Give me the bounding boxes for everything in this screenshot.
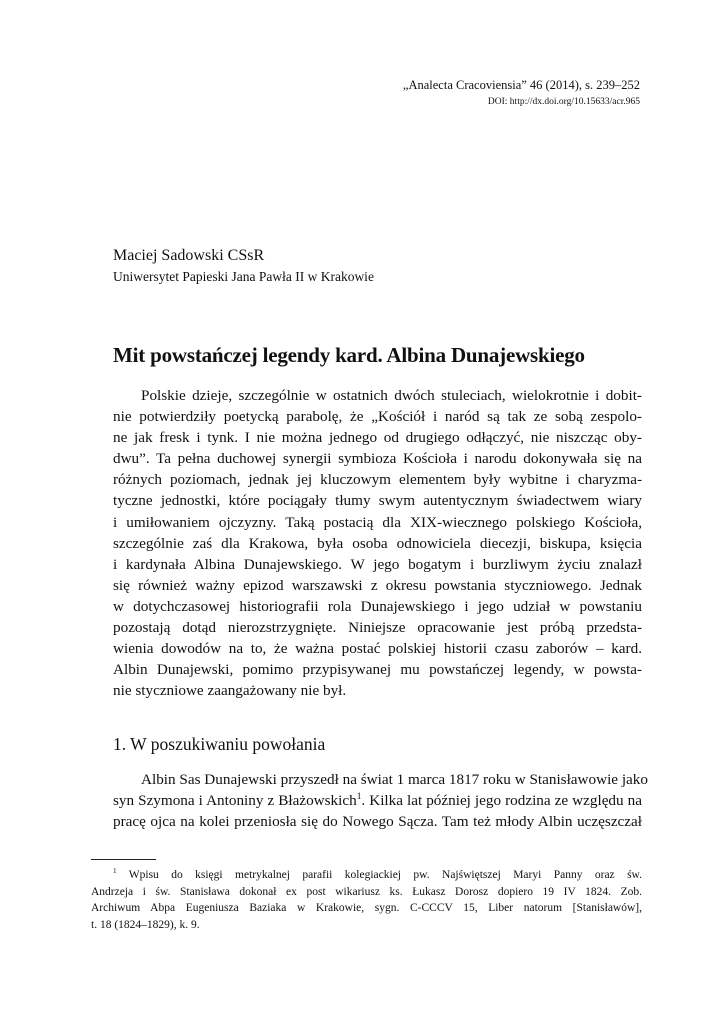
abstract-line: i umiłowaniem ojczyzny. Taką postacią dla XIX-wiecznego polskiego Kościoła,: [113, 513, 642, 531]
abstract-line: ne jak fresk i tynk. I nie można jednego od drugiego odłączyć, nie niszcząc oby-: [113, 429, 642, 447]
abstract-line: Albin Dunajewski, pomimo przypisywanej mu powstańczej legendy, w powsta-: [113, 661, 642, 679]
intro-line: pracę ojca na kolei przeniosła się do Nowego Sącza. Tam też młody Albin uczęszczał: [113, 813, 642, 831]
intro-paragraph: [113, 769, 648, 832]
intro-text: . Kilka lat później jego rodzina ze względu na: [361, 792, 642, 810]
abstract-line: nie potwierdziły poetycką parabolę, że „Kościół i naród są tak ze sobą zespolo-: [113, 408, 642, 426]
abstract-line: szczególnie zaś dla Krakowa, była osoba odnowiciela diecezji, biskupa, księcia: [113, 534, 642, 552]
section-heading: 1. W poszukiwaniu powołania: [113, 734, 326, 754]
abstract-line: się również ważny epizod warszawski z okresu powstania styczniowego. Jednak: [113, 576, 642, 594]
footnote: [91, 867, 642, 934]
abstract-line: w dotychczasowej historiografii rola Dunajewskiego i jego udział w powstaniu: [113, 597, 642, 615]
footnote-reference[interactable]: 1: [356, 792, 362, 803]
abstract-line: wienia dowodów na to, że ważna postać polskiej historii czasu zaborów – kard.: [113, 640, 642, 658]
abstract-line: tyczne jednostki, które pociągały tłumy swym autentycznym świadectwem wiary: [113, 492, 642, 510]
author-name: Maciej Sadowski CSsR: [113, 247, 265, 264]
footnote-divider: [91, 859, 156, 860]
intro-line: [113, 790, 642, 811]
article-title: Mit powstańczej legendy kard. Albina Dunajewskiego: [113, 343, 585, 367]
footnote-line: Archiwum Abpa Eugeniusza Baziaka w Krakowie, sygn. C-CCCV 15, Liber natorum [Stanisławów],: [91, 902, 642, 915]
abstract-paragraph: [113, 385, 642, 701]
abstract-line: dwu”. Ta pełna duchowej synergii symbioza Kościoła i narodu dokonywała się na: [113, 450, 642, 468]
journal-doi: DOI: http://dx.doi.org/10.15633/acr.965: [487, 97, 640, 107]
abstract-line: nie styczniowe zaangażowany nie był.: [113, 682, 347, 700]
abstract-line: pozostają dotąd nierozstrzygnięte. Niniejsze opracowanie jest próbą przedsta-: [113, 619, 642, 637]
abstract-line: i kardynała Albina Dunajewskiego. W jego bogatym i burzliwym życiu znalazł: [113, 555, 642, 573]
journal-citation: „Analecta Cracoviensia” 46 (2014), s. 239–252: [402, 78, 640, 92]
author-affiliation: Uniwersytet Papieski Jana Pawła II w Krakowie: [113, 269, 374, 284]
abstract-line: różnych poziomach, jednak jej kluczowym elementem były wybitne i charyzma-: [113, 471, 642, 489]
intro-line: Albin Sas Dunajewski przyszedł na świat 1 marca 1817 roku w Stanisławowie jako: [141, 771, 648, 788]
footnote-text: Wpisu do księgi metrykalnej parafii kolegiackiej pw. Najświętszej Maryi Panny oraz św.: [128, 869, 642, 881]
footnote-line: t. 18 (1824–1829), k. 9.: [91, 919, 200, 932]
journal-header: [403, 77, 640, 109]
footnote-line: Andrzeja i św. Stanisława dokonał ex post wikariusz ks. Łukasz Dorosz dopiero 19 IV 1824. Zob.: [91, 885, 642, 898]
abstract-line: Polskie dzieje, szczególnie w ostatnich dwóch stuleciach, wielokrotnie i dobit-: [141, 387, 642, 404]
author-block: [113, 245, 374, 287]
intro-text: syn Szymona i Antoniny z Błażowskich: [113, 792, 357, 810]
footnote-mark: 1: [113, 867, 117, 876]
footnote-line: [91, 867, 642, 884]
